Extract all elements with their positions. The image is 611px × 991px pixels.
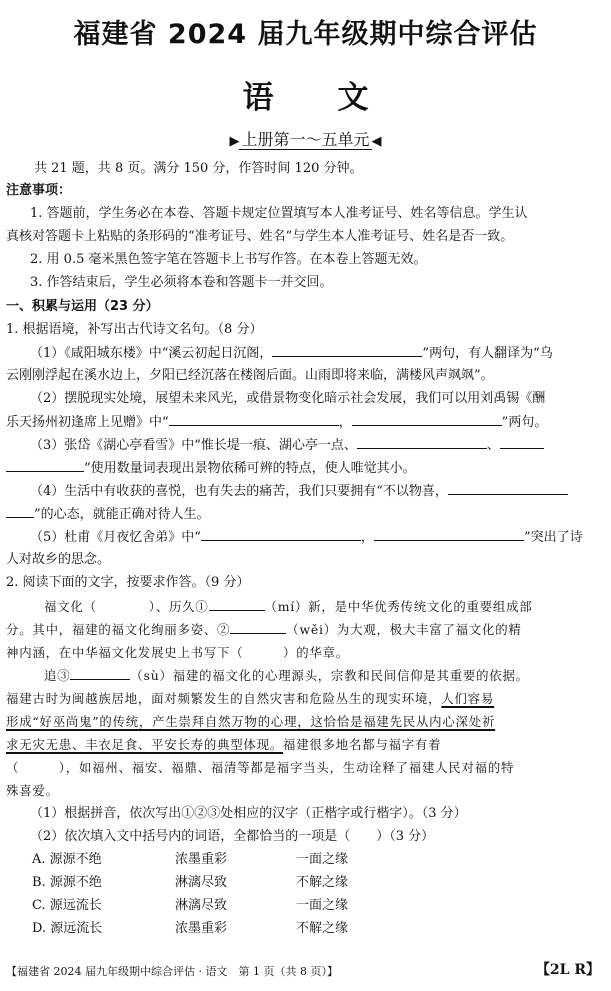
subject-title: 语文 (242, 80, 433, 116)
answer-blank[interactable] (6, 503, 34, 518)
section-heading: 一、积累与运用（23 分） (6, 299, 159, 314)
option-c[interactable]: C. 源远流长 (32, 898, 102, 913)
q1-item-4-cont: ”的心态，就能正确对待人生。 (6, 503, 606, 525)
q2-passage-line: 追③ （sù）福建的福文化的心理源头，宗教和民间信仰是其重要的依据。 (44, 665, 606, 687)
notice-item-2: 2. 用 0.5 毫米黑色签字笔在答题卡上书写作答。在本卷上答题无效。 (30, 252, 427, 267)
option-a[interactable]: A. 源源不绝 (32, 852, 102, 867)
answer-blank[interactable] (352, 411, 502, 426)
q1-stem: 1. 根据语境，补写出古代诗文名句。（8 分） (6, 322, 263, 337)
option-c-word-2: 淋漓尽致 (175, 898, 228, 913)
option-d-word-3: 不解之缘 (296, 921, 349, 936)
answer-blank[interactable] (209, 596, 265, 611)
q1-item-2: （2）摆脱现实处境，展望未来风光，或借景物变化暗示社会发展，我们可以用刘禹锡《酬 (30, 391, 546, 406)
answer-blank[interactable] (272, 342, 422, 357)
answer-blank[interactable] (6, 457, 84, 472)
answer-blank[interactable] (448, 480, 568, 495)
exam-intro: 共 21 题，共 8 页。满分 150 分，作答时间 120 分钟。 (34, 161, 363, 176)
q1-item-1-cont: 云刚刚浮起在溪水边上，夕阳已经沉落在楼阁后面。山雨即将来临，满楼风声飒飒”。 (6, 368, 494, 383)
q1-item-4: （4）生活中有收获的喜悦，也有失去的痛苦，我们只要拥有“不以物喜， (30, 480, 606, 502)
q1-item-3-cont: ”使用数量词表现出景物依稀可辨的特点，使人唯觉其小。 (6, 457, 606, 479)
q2-stem: 2. 阅读下面的文字，按要求作答。（9 分） (6, 575, 250, 590)
answer-blank[interactable] (169, 411, 339, 426)
notice-item-1: 1. 答题前，学生务必在本卷、答题卡规定位置填写本人准考证号、姓名等信息。学生认 (30, 206, 528, 221)
scope-text: 上册第一～五单元 (241, 130, 370, 149)
answer-blank[interactable] (70, 665, 130, 680)
q1-item-5-cont: 人对故乡的思念。 (6, 552, 111, 567)
scope-banner (0, 127, 611, 150)
q1-item-2-cont: 乐天扬州初逢席上见赠》中“ ， ”两句。 (6, 411, 606, 433)
q2-passage-line: 分。其中，福建的福文化绚丽多姿、② （wěi）为大观，极大丰富了福文化的精 (6, 619, 606, 641)
exam-title: 福建省 2024 届九年级期中综合评估 (73, 19, 538, 50)
q1-item-5: （5）杜甫《月夜忆舍弟》中“ ， ”突出了诗 (30, 526, 606, 548)
answer-blank[interactable] (230, 619, 286, 634)
option-d-word-2: 浓墨重彩 (175, 921, 228, 936)
answer-blank[interactable] (357, 434, 487, 449)
option-d[interactable]: D. 源远流长 (32, 921, 103, 936)
q2-sub-1: （1）根据拼音，依次写出①②③处相应的汉字（正楷字或行楷字）。（3 分） (30, 806, 467, 821)
triangle-left-icon: ◀ (371, 134, 382, 149)
q1-item-1: （1）《咸阳城东楼》中“溪云初起日沉阁， ”两句，有人翻译为“乌 (30, 342, 606, 364)
page-footer (6, 963, 606, 981)
option-a-word-2: 浓墨重彩 (175, 852, 228, 867)
option-b[interactable]: B. 源源不绝 (32, 875, 102, 890)
q2-passage-line: 求无灾无患、丰衣足食、平安长寿的典型体现。福建很多地名都与福字有着 (6, 737, 442, 752)
option-c-word-3: 一面之缘 (296, 898, 349, 913)
answer-blank[interactable] (500, 434, 544, 449)
notice-item-1-cont: 真核对答题卡上粘贴的条形码的“准考证号、姓名”与学生本人准考证号、姓名是否一致。 (6, 229, 514, 244)
q2-passage-line: 福文化（ ）、历久① （mí）新，是中华优秀传统文化的重要组成部 (44, 596, 606, 618)
option-a-word-3: 一面之缘 (296, 852, 349, 867)
notice-item-3: 3. 作答结束后，学生必须将本卷和答题卡一并交回。 (30, 275, 333, 290)
q2-passage-line: （ ），如福州、福安、福鼎、福清等都是福字当头，生动诠释了福建人民对福的特 (6, 760, 515, 775)
q2-passage-line: 神内涵，在中华福文化发展史上书写下（ ）的华章。 (6, 645, 349, 660)
q2-passage-line: 福建古时为闽越族居地，面对频繁发生的自然灾害和危险丛生的现实环境，人们容易 (6, 691, 495, 706)
q2-underlined-sentence: 形成“好巫尚鬼”的传统，产生崇拜自然万物的心理，这恰恰是福建先民从内心深处祈 (6, 714, 496, 729)
option-b-word-2: 淋漓尽致 (175, 875, 228, 890)
q1-item-3: （3）张岱《湖心亭看雪》中“惟长堤一痕、湖心亭一点、 、 (30, 434, 606, 456)
q2-passage-line: 殊喜爱。 (6, 783, 59, 798)
footer-text: 【福建省 2024 届九年级期中综合评估 · 语文 第 1 页（共 8 页）】 (6, 965, 338, 978)
option-b-word-3: 不解之缘 (296, 875, 349, 890)
triangle-right-icon: ▶ (229, 134, 240, 149)
answer-blank[interactable] (201, 526, 361, 541)
answer-blank[interactable] (374, 526, 524, 541)
q2-sub-2: （2）依次填入文中括号内的词语，全都恰当的一项是（ ）（3 分） (30, 829, 435, 844)
footer-code: 【2L R】 (535, 962, 600, 978)
notice-heading: 注意事项： (6, 183, 72, 198)
